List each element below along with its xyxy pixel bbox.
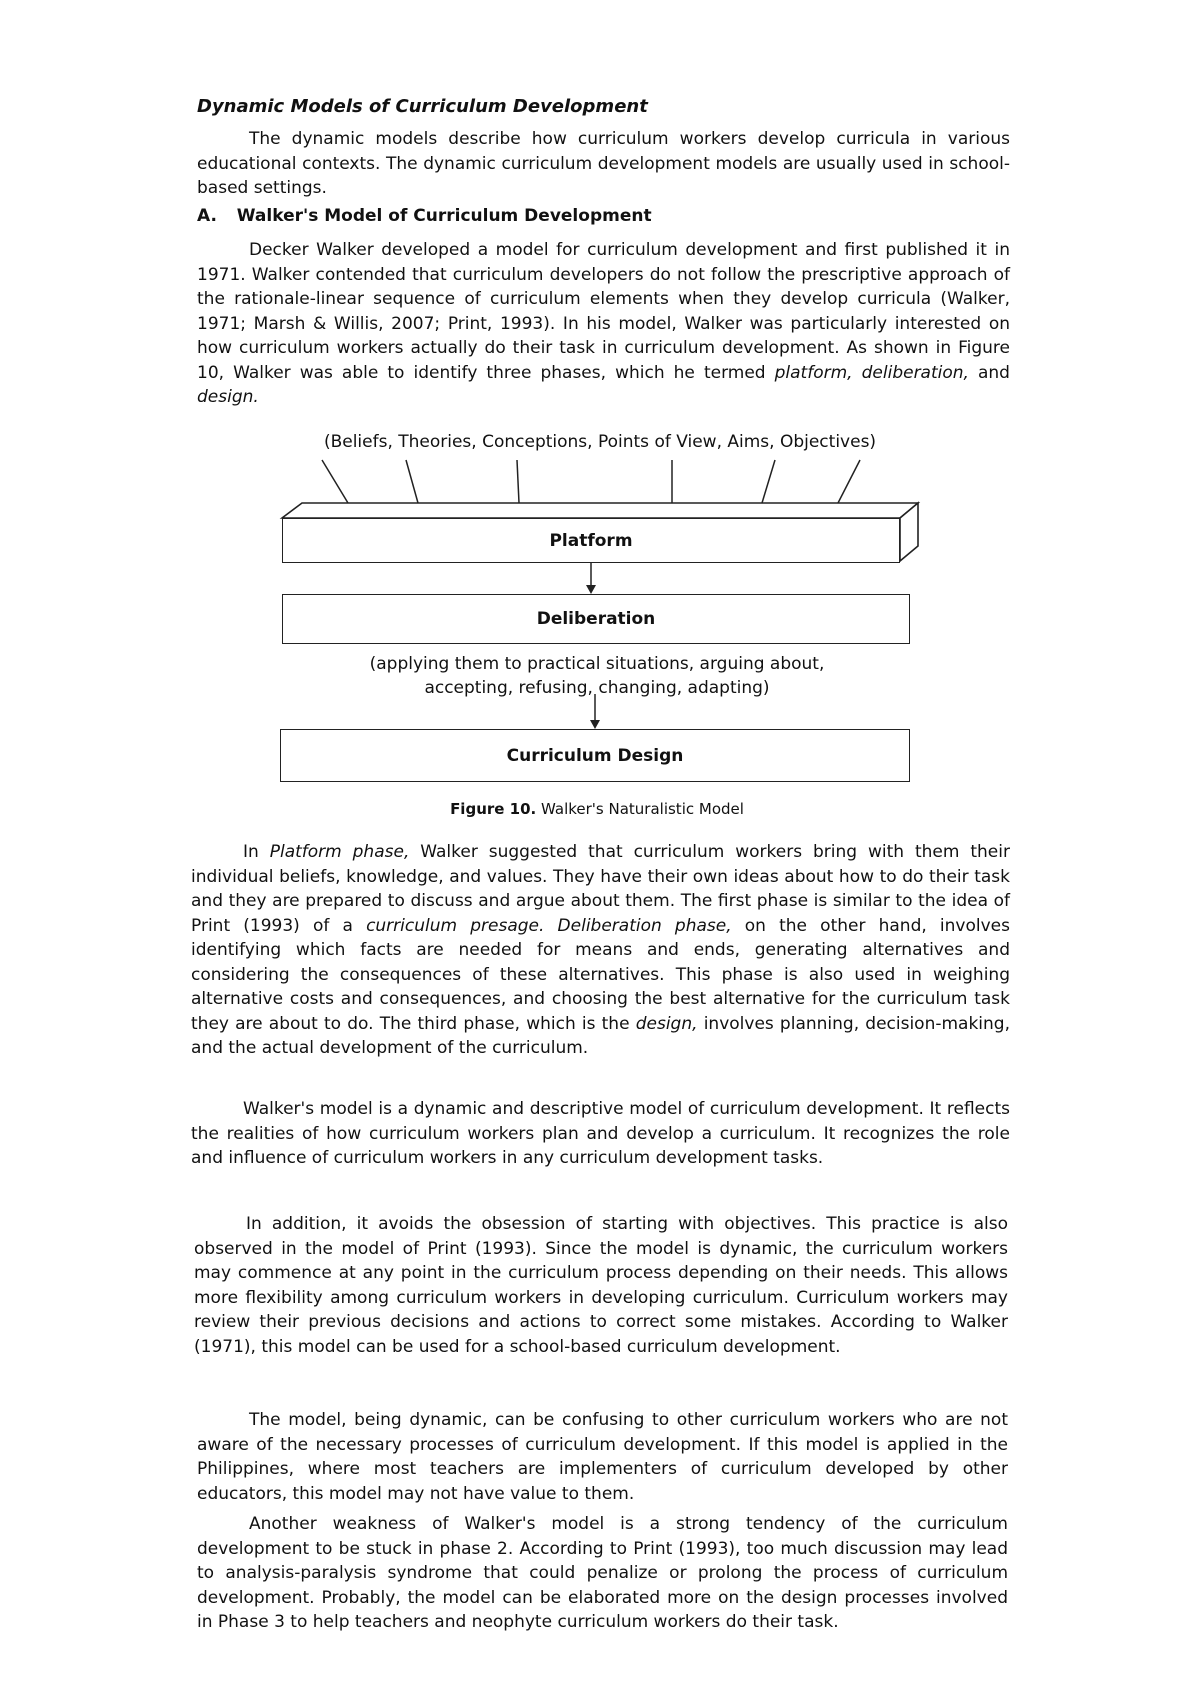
design-phase-term: design,: [635, 1013, 698, 1034]
connector-line: [406, 460, 418, 503]
confusion-paragraph: [197, 1408, 1008, 1506]
para2-part-a: Walker suggested that curriculum workers bring with them their individual beliefs, knowledge, and values. They have their own ideas about how to do their task and they are prepared to discuss and argue about them. The first phase is similar to the idea of Print (1993) of a: [191, 842, 1010, 936]
connector-line: [838, 460, 860, 503]
para3-text: Walker's model is a dynamic and descriptive model of curriculum development. It reflects the realities of how curriculum workers plan and develop a curriculum. It recognizes the role and influence of curriculum workers in any curriculum development tasks.: [191, 1099, 1010, 1168]
figure-caption: [282, 800, 912, 818]
platform-box: [282, 518, 900, 563]
platform-label: Platform: [549, 530, 633, 551]
section-heading: Dynamic Models of Curriculum Development: [197, 96, 648, 117]
para2-part-b: on the other hand, involves identifying which facts are needed for means and ends, generating alternatives and considering the consequences of these alternatives. This phase is also used in weighing alternative costs and consequences, and choosing the best alternative for the curriculum task they are about to do. The third phase, which is the: [191, 915, 1010, 1034]
deliberation-note-line-1: (applying them to practical situations, arguing about,: [369, 654, 825, 674]
platform-phase-paragraph: [191, 840, 1010, 1061]
deliberation-label: Deliberation: [536, 609, 656, 629]
dynamic-model-paragraph: [191, 1097, 1010, 1171]
curriculum-design-label: Curriculum Design: [506, 745, 684, 766]
arrow-head: [590, 720, 600, 729]
deliberation-box: [282, 594, 910, 644]
presage-term: curriculum presage. Deliberation phase,: [366, 915, 732, 936]
intro-text: The dynamic models describe how curriculum workers develop curricula in various educational contexts. The dynamic curriculum development models are usually used in school-based settings.: [197, 129, 1010, 198]
connector-line: [517, 460, 519, 503]
para4-text: In addition, it avoids the obsession of starting with objectives. This practice is also observed in the model of Print (1993). Since the model is dynamic, the curriculum workers may commence at any point in the curriculum process depending on their needs. This allows more flexibility among curriculum workers in developing curriculum. Curriculum workers may review their previous decisions and actions to correct some mistakes. According to Walker (1971), this model can be used for a school-based curriculum development.: [194, 1214, 1008, 1357]
para2-part-c: involves planning, decision-making, and the actual development of the curriculum.: [191, 1013, 1010, 1058]
deliberation-note-line-2: accepting, refusing, changing, adapting): [424, 678, 770, 698]
connector-line: [322, 460, 348, 503]
para1-text: Decker Walker developed a model for curriculum development and first published it in 1971. Walker contended that curriculum developers do not follow the prescriptive approach of the rationale-linear sequence of curriculum elements when they develop curricula (Walker, 1971; Marsh & Willis, 2007; Print, 1993). In his model, Walker was particularly interested on how curriculum workers actually do their task in curriculum development. As shown in Figure 10, Walker was able to identify three phases, which he termed: [197, 240, 1010, 383]
phase-terms: platform, deliberation,: [774, 362, 969, 383]
caption-number: Figure 10.: [450, 800, 537, 818]
platform-top-face: [282, 503, 918, 518]
subsection-label: A.: [197, 206, 217, 226]
caption-text: Walker's Naturalistic Model: [541, 800, 744, 818]
connector-line: [762, 460, 775, 503]
weakness-paragraph: [197, 1512, 1008, 1635]
para6-text: Another weakness of Walker's model is a strong tendency of the curriculum development to be stuck in phase 2. According to Print (1993), too much discussion may lead to analysis-paralysis syndrome that could penalize or prolong the process of curriculum development. Probably, the model can be elaborated more on the design processes involved in Phase 3 to help teachers and neophyte curriculum workers do their task.: [197, 1514, 1008, 1632]
platform-phase-term: Platform phase,: [269, 842, 410, 862]
advantages-paragraph: [194, 1212, 1008, 1359]
deliberation-note: [282, 652, 912, 700]
figure-top-label: (Beliefs, Theories, Conceptions, Points of View, Aims, Objectives): [323, 432, 877, 452]
curriculum-design-box: [280, 729, 910, 782]
design-term: design.: [197, 387, 259, 407]
subsection-title: Walker's Model of Curriculum Development: [236, 206, 652, 226]
arrow-head: [586, 585, 596, 594]
para2-pre: In: [243, 842, 270, 862]
para1-and: and: [968, 362, 1010, 383]
para5-text: The model, being dynamic, can be confusing to other curriculum workers who are not aware of the necessary processes of curriculum development. If this model is applied in the Philippines, where most teachers are implementers of curriculum developed by other educators, this model may not have value to them.: [197, 1410, 1008, 1504]
